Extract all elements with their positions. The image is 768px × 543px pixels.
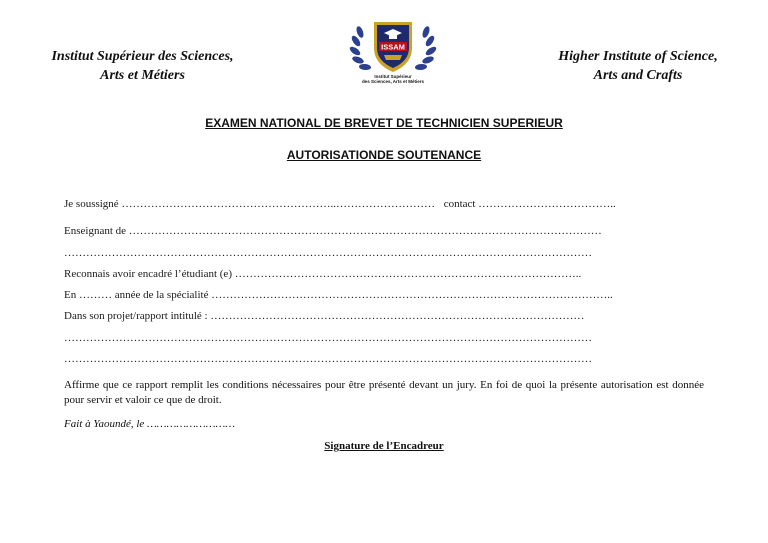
logo-caption (336, 74, 450, 84)
authorization-title: AUTORISATIONDE SOUTENANCE (286, 148, 482, 162)
header-right-line1: Higher Institute of Science, (558, 49, 718, 64)
place-date-line: Fait à Yaoundé, le ……………………… (64, 418, 236, 430)
form-line-projet: Dans son projet/rapport intitulé : ………………………………………………………………………………………… (64, 310, 585, 322)
form-line-continuation-2: ……………………………………………………………………………………………………………………………… (64, 332, 592, 344)
header-right-line2: Arts and Crafts (593, 68, 683, 83)
affirmation-paragraph: Affirme que ce rapport remplit les conditions nécessaires pour être présenté devant un jury. En foi de quoi la présente autorisation est donnée pour servir et valoir ce que de droit. (64, 379, 704, 406)
contact-field: contact ……………………………….. (443, 198, 616, 210)
header-left-institution (40, 47, 245, 85)
laurel-right-icon (415, 25, 438, 70)
form-line-continuation-3: ……………………………………………………………………………………………………………………………… (64, 353, 592, 365)
form-line-enseignant: Enseignant de ………………………………………………………………………………………………………………… (64, 225, 602, 237)
header-right-institution (548, 47, 728, 85)
logo-caption-line1: Institut Supérieur (374, 74, 412, 79)
soussigne-field: Je soussigné …………………………………………………..……………………… (64, 198, 435, 210)
logo-badge-text: ISSAM (381, 42, 405, 52)
shield-icon (374, 22, 412, 72)
signature-label: Signature de l’Encadreur (324, 440, 444, 452)
form-line-soussigne (64, 197, 616, 211)
header-left-line2: Arts et Métiers (100, 68, 185, 83)
form-line-reconnais: Reconnais avoir encadré l’étudiant (e) ………………………………………………………………………………….. (64, 268, 582, 280)
logo-caption-line2: des Sciences, Arts et Métiers (361, 79, 425, 84)
form-line-annee: En ……… année de la spécialité ……………………………………………………………………………………………….. (64, 289, 613, 301)
exam-title: EXAMEN NATIONAL DE BREVET DE TECHNICIEN SUPERIEUR (205, 116, 563, 130)
header-left-line1: Institut Supérieur des Sciences, (51, 49, 234, 64)
laurel-left-icon (348, 25, 371, 70)
form-line-continuation-1: ……………………………………………………………………………………………………………………………… (64, 247, 592, 259)
